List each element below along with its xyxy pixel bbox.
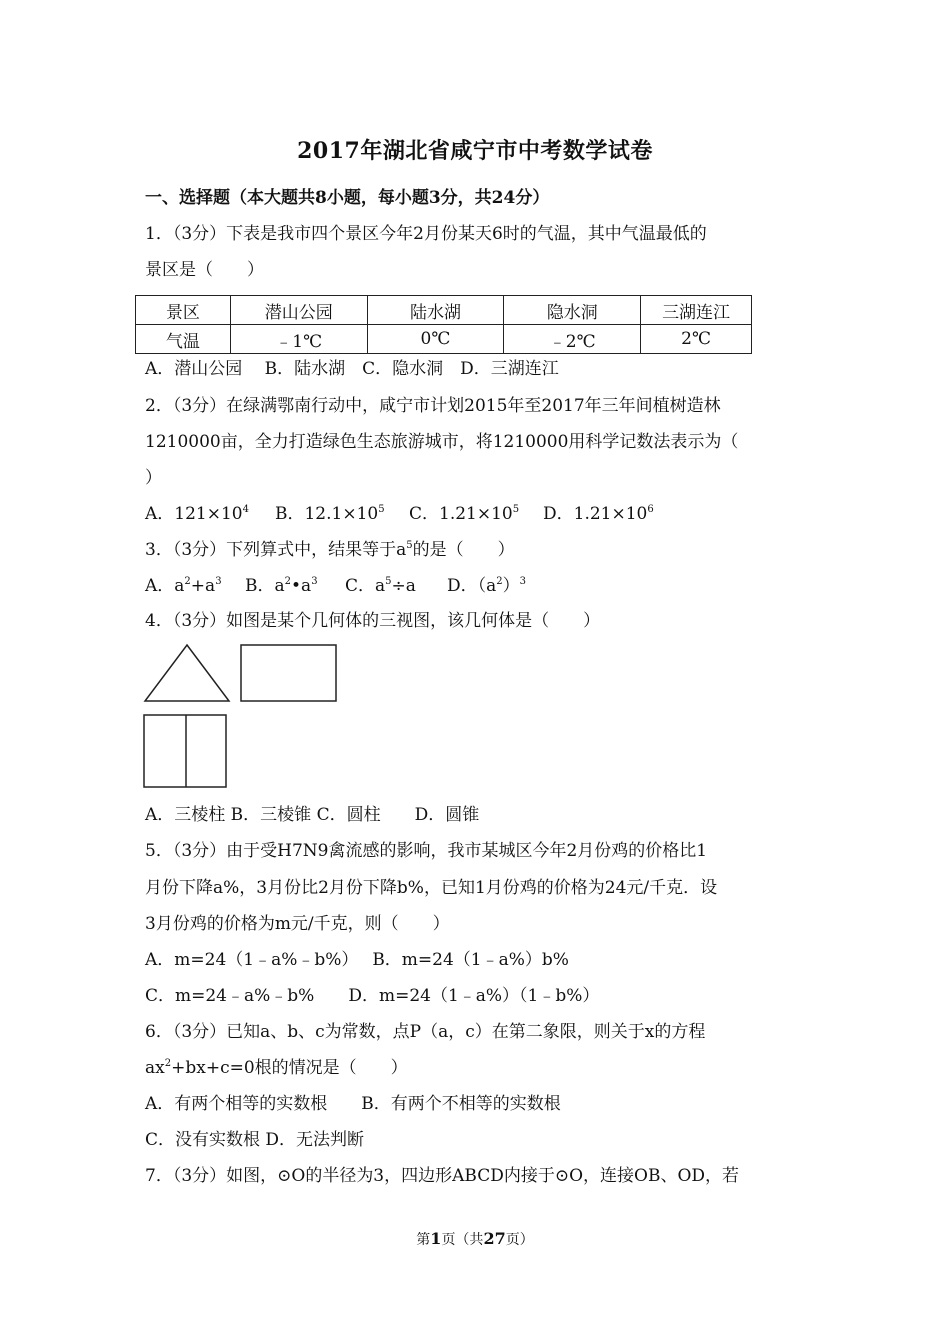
- table-cell: 隐水洞: [504, 296, 641, 325]
- q1-line2: 景区是（ ）: [145, 260, 264, 280]
- q6-options-cd: C．没有实数根 D．无法判断: [145, 1130, 365, 1150]
- side-view-rectangle: [240, 643, 338, 703]
- section-heading: 一、选择题（本大题共8小题，每小题3分，共24分）: [145, 188, 550, 208]
- table-cell: 2℃: [641, 325, 752, 354]
- q7-line1: 7．（3分）如图，⊙O的半径为3，四边形ABCD内接于⊙O，连接OB、OD，若: [145, 1166, 740, 1186]
- q1-options: A．潜山公园 B．陆水湖 C．隐水洞 D．三湖连江: [145, 359, 559, 379]
- q3-option-a: A．$a^2+a^3$: [145, 576, 222, 596]
- q5-line3: 3月份鸡的价格为m元/千克，则（ ）: [145, 914, 450, 934]
- q2-options: [145, 502, 810, 526]
- q2-option-c: C．$1.21\times 10^5$: [409, 504, 520, 524]
- table-cell: ﹣1℃: [230, 325, 367, 354]
- top-view-split-rectangle: [143, 713, 229, 789]
- table-cell: 陆水湖: [367, 296, 504, 325]
- table-cell: 三湖连江: [641, 296, 752, 325]
- q2-option-d: D．$1.21\times 10^6$: [543, 504, 654, 524]
- q1-line1: 1．（3分）下表是我市四个景区今年2月份某天6时的气温，其中气温最低的: [145, 224, 707, 244]
- q4-options: A．三棱柱 B．三棱锥 C．圆柱 D．圆锥: [145, 805, 480, 825]
- q3-option-b: B．$a^2•a^3$: [245, 576, 318, 596]
- table-cell: 景区: [136, 296, 231, 325]
- q2-line2: 1210000亩，全力打造绿色生态旅游城市，将1210000用科学记数法表示为（: [145, 432, 739, 452]
- table-cell: 气温: [136, 325, 231, 354]
- q2-option-a: A．$121\times 10^4$: [145, 504, 249, 524]
- table-cell: 潜山公园: [230, 296, 367, 325]
- table-cell: ﹣2℃: [504, 325, 641, 354]
- q2-line3: ）: [145, 468, 162, 488]
- q5-options-ab: A．m=24（1﹣a%﹣b%） B．m=24（1﹣a%）b%: [145, 950, 569, 970]
- q6-line2: $ax^2+bx+c=0$根的情况是（ ）: [145, 1058, 408, 1078]
- q4-line1: 4．（3分）如图是某个几何体的三视图，该几何体是（ ）: [145, 611, 601, 631]
- q3-line1: 3．（3分）下列算式中，结果等于$a^5$的是（ ）: [145, 540, 515, 560]
- table-cell: 0℃: [367, 325, 504, 354]
- q5-line2: 月份下降a%，3月份比2月份下降b%，已知1月份鸡的价格为24元/千克．设: [145, 878, 718, 898]
- q5-line1: 5．（3分）由于受H7N9禽流感的影响，我市某城区今年2月份鸡的价格比1: [145, 841, 708, 861]
- total-page-count: 27: [483, 1229, 506, 1248]
- front-view-triangle: [143, 643, 231, 703]
- q6-options-ab: A．有两个相等的实数根 B．有两个不相等的实数根: [145, 1094, 561, 1114]
- current-page-number: 1: [430, 1229, 442, 1248]
- q2-option-b: B．$12.1\times 10^5$: [275, 504, 385, 524]
- page-footer: 第1页（共27页）: [416, 1229, 534, 1248]
- q3-option-d: D．$(a^2)^3$: [447, 576, 527, 596]
- temperature-table: [135, 295, 752, 354]
- table-row: [136, 296, 752, 325]
- table-row: [136, 325, 752, 354]
- q2-line1: 2．（3分）在绿满鄂南行动中，咸宁市计划2015年至2017年三年间植树造林: [145, 396, 721, 416]
- q3-option-c: C．$a^5\div a$: [345, 576, 416, 596]
- page-title: 2017年湖北省咸宁市中考数学试卷: [297, 138, 653, 164]
- q5-options-cd: C．m=24﹣a%﹣b% D．m=24（1﹣a%）（1﹣b%）: [145, 986, 600, 1006]
- q3-options: [145, 574, 810, 598]
- q6-line1: 6．（3分）已知a、b、c为常数，点P（a，c）在第二象限，则关于x的方程: [145, 1022, 706, 1042]
